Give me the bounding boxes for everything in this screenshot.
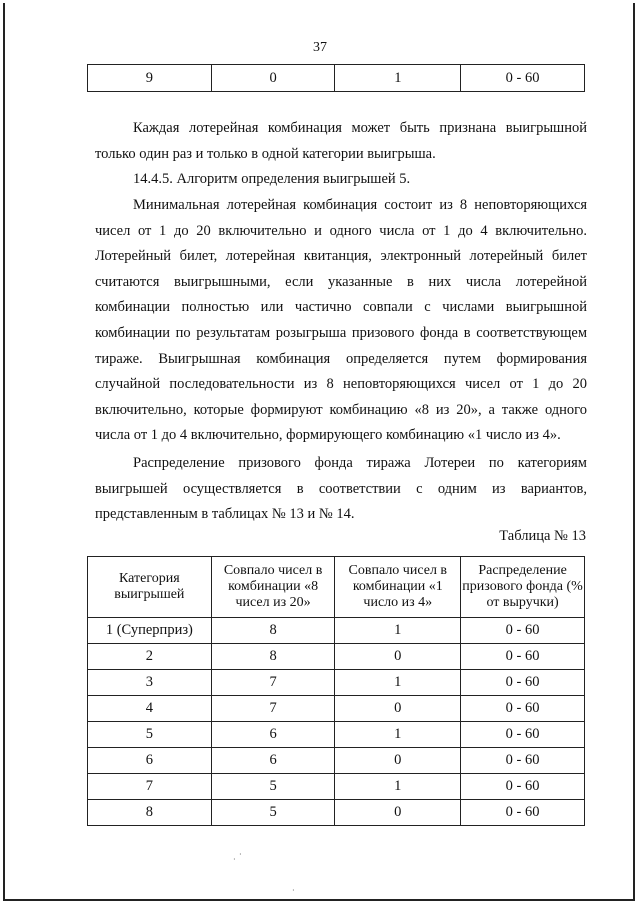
table-cell: 9 <box>88 65 212 92</box>
table-cell: 8 <box>88 800 212 826</box>
table-cell: 0 <box>335 696 461 722</box>
column-header: Совпало чисел в комбинации «8 чисел из 20» <box>211 557 335 618</box>
table-cell: 6 <box>211 722 335 748</box>
table-cell: 0 - 60 <box>461 722 585 748</box>
table-row <box>88 65 585 92</box>
table-cell: 7 <box>88 774 212 800</box>
table-cell: 0 <box>335 644 461 670</box>
table-cell: 7 <box>211 670 335 696</box>
table-cell: 1 <box>335 722 461 748</box>
table-cell: 8 <box>211 618 335 644</box>
scan-speck: · <box>239 850 242 859</box>
table-cell: 0 <box>211 65 335 92</box>
table-cell: 0 - 60 <box>461 644 585 670</box>
table-row <box>88 748 585 774</box>
table-header-row <box>88 557 585 618</box>
paragraph-algorithm: Минимальная лотерейная комбинация состоит из 8 неповторяющихся чисел от 1 до 20 включительно и одного числа от 1 до 4 включительно. Лотерейный билет, лотерейная квитанция, электронный лотерейный билет считаются выигрышными, если указанные в них числа лотерейной комбинации полностью или частично совпали с числами выигрышной комбинации по результатам розыгрыша призового фонда в соответствующем тираже. Выигрышная комбинация определяется путем формирования случайной последовательности из 8 неповторяющихся чисел от 1 до 20 включительно, которые формируют комбинацию «8 из 20», а также одного числа от 1 до 4 включительно, формирующего комбинацию «1 число из 4». <box>95 197 587 444</box>
table-cell: 0 - 60 <box>461 696 585 722</box>
paragraph-distribution: Распределение призового фонда тиража Лотереи по категориям выигрышей осуществляется в соответствии с одним из вариантов, представленным в таблицах № 13 и № 14. <box>95 455 587 523</box>
table-cell: 1 <box>335 774 461 800</box>
column-header: Совпало чисел в комбинации «1 число из 4» <box>335 557 461 618</box>
table-cell: 0 - 60 <box>461 618 585 644</box>
table-cell: 5 <box>211 774 335 800</box>
column-header: Категория выигрышей <box>88 557 212 618</box>
scan-speck: · <box>233 855 236 864</box>
table-cell: 6 <box>88 748 212 774</box>
table-cell: 0 - 60 <box>461 748 585 774</box>
table-caption: Таблица № 13 <box>499 528 586 544</box>
table-cell: 1 (Суперприз) <box>88 618 212 644</box>
table-row <box>88 696 585 722</box>
table-cell: 1 <box>335 670 461 696</box>
table-cell: 0 - 60 <box>461 65 585 92</box>
table-row <box>88 644 585 670</box>
table-cell: 1 <box>335 65 461 92</box>
table-cell: 7 <box>211 696 335 722</box>
table-cell: 1 <box>335 618 461 644</box>
table-row <box>88 670 585 696</box>
table-cell: 5 <box>211 800 335 826</box>
table-cell: 0 <box>335 800 461 826</box>
table-row <box>88 800 585 826</box>
column-header: Распределение призового фонда (% от выручки) <box>461 557 585 618</box>
table-cell: 4 <box>88 696 212 722</box>
page-number: 37 <box>313 40 327 55</box>
table-cell: 8 <box>211 644 335 670</box>
table-cell: 0 <box>335 748 461 774</box>
table-cell: 0 - 60 <box>461 800 585 826</box>
table-cell: 0 - 60 <box>461 670 585 696</box>
paragraph-unique-win: Каждая лотерейная комбинация может быть признана выигрышной только один раз и только в одной категории выигрыша. <box>95 120 587 162</box>
table-row <box>88 774 585 800</box>
table-cell: 6 <box>211 748 335 774</box>
prize-table <box>87 556 585 826</box>
continued-table-row <box>87 64 585 92</box>
table-cell: 3 <box>88 670 212 696</box>
table-row <box>88 722 585 748</box>
table-cell: 0 - 60 <box>461 774 585 800</box>
scan-speck: · <box>292 886 295 895</box>
table-cell: 5 <box>88 722 212 748</box>
table-row <box>88 618 585 644</box>
section-heading: 14.4.5. Алгоритм определения выигрышей 5. <box>133 171 411 187</box>
table-cell: 2 <box>88 644 212 670</box>
